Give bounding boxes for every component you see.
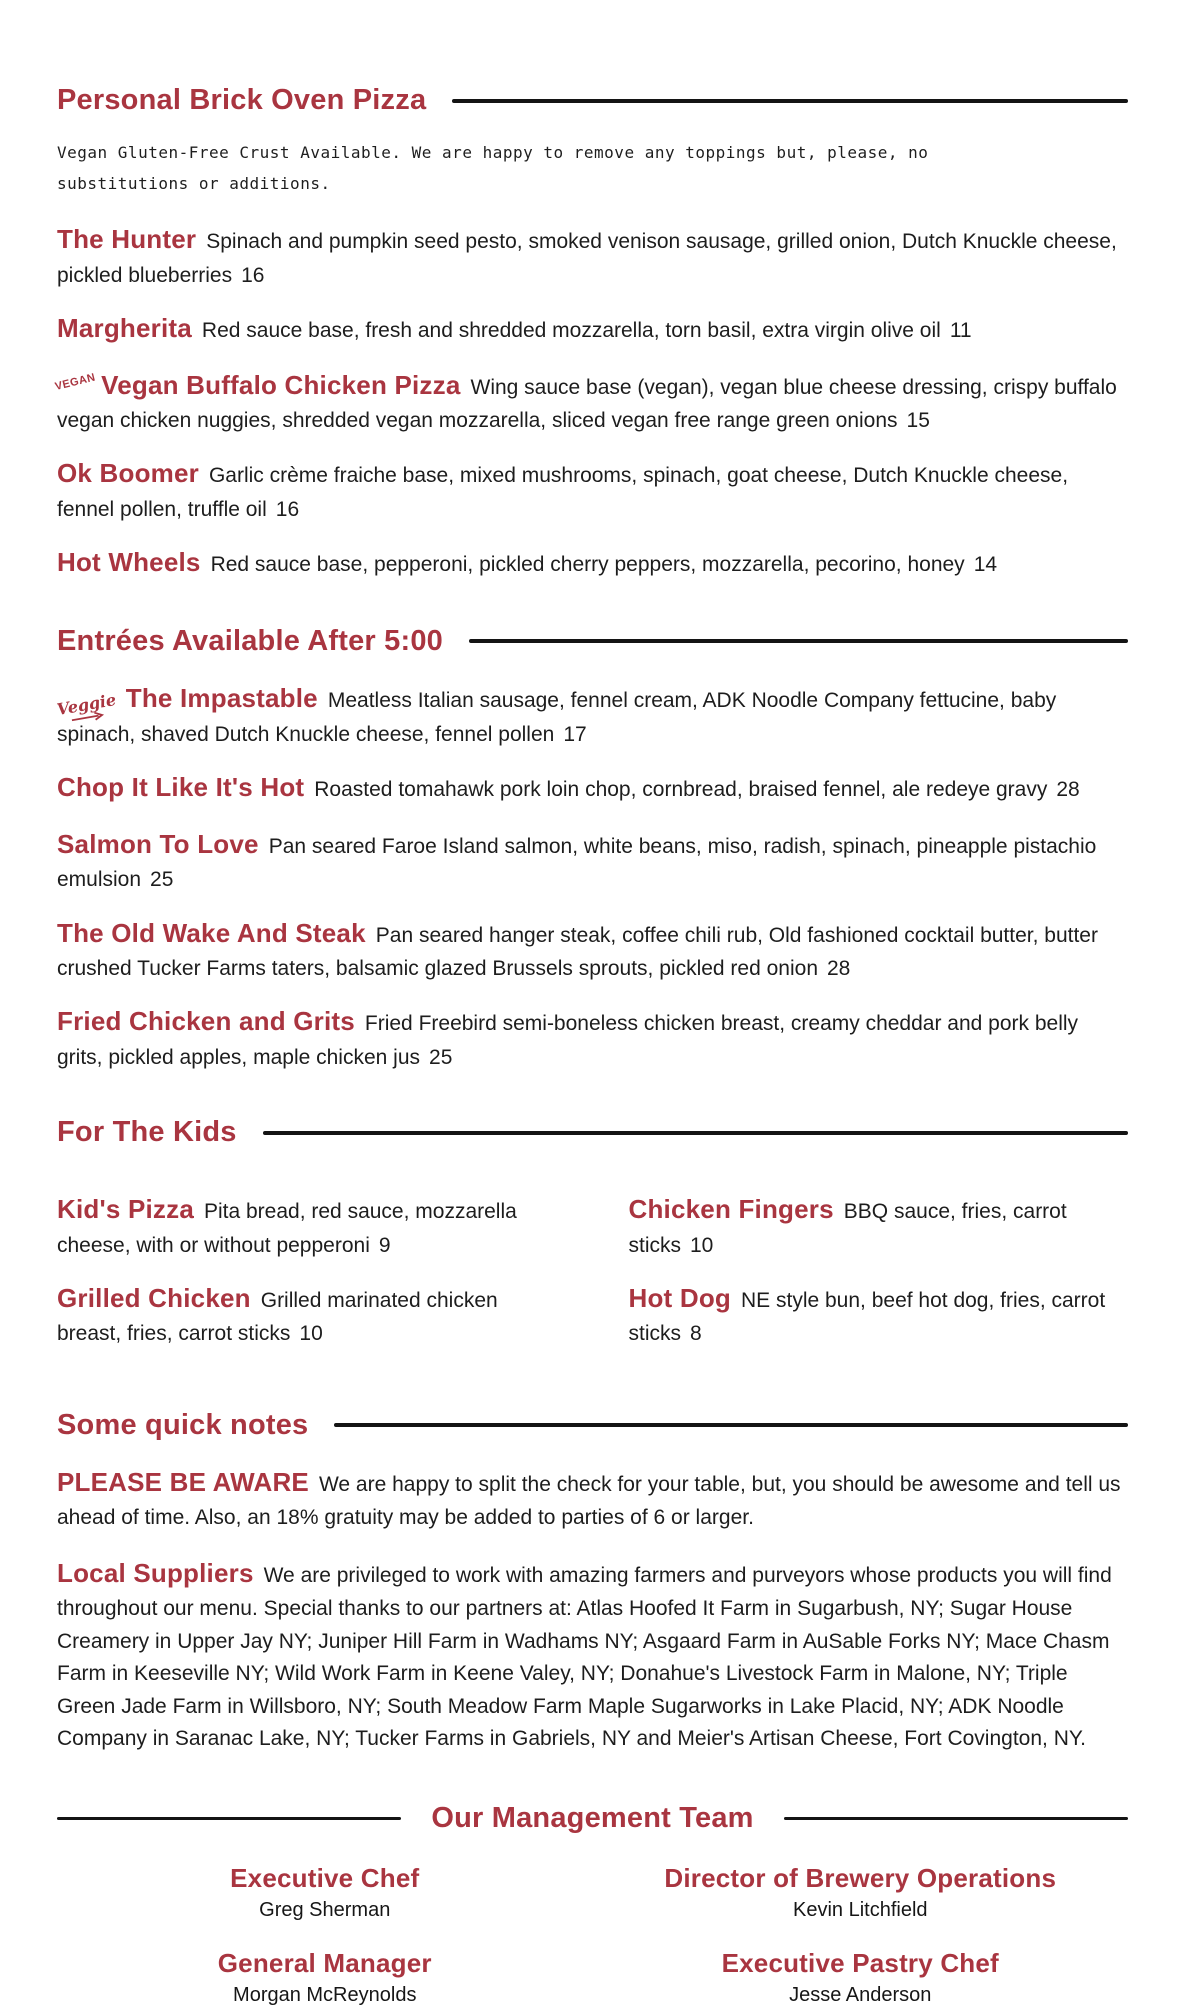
header-right-line [784,1817,1128,1820]
item-price: 28 [827,956,851,980]
role-title: Executive Chef [230,1862,420,1893]
role-name: Jesse Anderson [789,1983,932,2006]
item-name: Margherita [57,313,192,344]
section-header [57,84,1128,117]
menu-item [57,453,1128,526]
item-price: 25 [150,868,174,892]
role-title: Director of Brewery Operations [664,1862,1057,1893]
kids-column-left [57,1189,557,1367]
veggie-badge [55,689,119,726]
role-title: Executive Pastry Chef [721,1947,999,1978]
section-header [57,625,1128,658]
section-divider-line [334,1423,1128,1427]
section-personal-brick-oven-pizza [53,84,1128,583]
item-name: Hot Wheels [57,547,201,578]
item-name: Chicken Fingers [628,1194,834,1225]
pizza-crust-note: Vegan Gluten-Free Crust Available. We are happy to remove any toppings but, please, no substitutions or additions. [57,143,929,194]
section-divider-line [452,99,1128,103]
section-divider-line [469,639,1128,643]
item-description: Red sauce base, pepperoni, pickled cherry peppers, mozzarella, pecorino, honey [210,553,965,577]
item-name: The Impastable [125,682,318,713]
section-title: Entrées Available After 5:00 [57,624,443,657]
item-description: Grilled marinated chicken breast, fries, carrot sticks [57,1289,498,1346]
item-price: 28 [1056,778,1080,802]
item-price: 16 [275,497,300,521]
menu-item [57,308,1128,348]
menu-item [57,1278,557,1351]
management-role [57,1863,593,1922]
header-left-line [57,1817,401,1820]
item-name: Kid's Pizza [57,1194,194,1225]
item-name: Vegan Buffalo Chicken Pizza [101,369,461,400]
menu-item [629,1189,1129,1262]
menu-item [53,365,1128,438]
item-description: Red sauce base, fresh and shredded mozzarella, torn basil, extra virgin olive oil [201,319,941,343]
item-price: 9 [378,1233,391,1257]
menu-item [57,1001,1128,1074]
kids-columns [57,1169,1128,1367]
item-price: 16 [241,263,265,287]
section-management-team [57,1802,1128,2007]
section-quick-notes [57,1409,1128,1756]
management-title: Our Management Team [431,1801,754,1834]
item-description: Roasted tomahawk pork loin chop, cornbread, braised fennel, ale redeye gravy [314,778,1048,802]
item-description: Spinach and pumpkin seed pesto, smoked venison sausage, grilled onion, Dutch Knuckle cheese, pickled blueberries [57,230,1117,287]
item-name: Fried Chicken and Grits [57,1006,355,1037]
item-price: 15 [906,408,930,432]
menu-item [57,542,1128,582]
management-role [57,1948,593,2007]
item-description: NE style bun, beef hot dog, fries, carrot sticks [628,1289,1106,1346]
item-description: Fried Freebird semi-boneless chicken breast, creamy cheddar and pork belly grits, pickled apples, maple chicken jus [57,1012,1079,1069]
item-price: 10 [299,1322,323,1346]
item-name: Salmon To Love [57,828,259,859]
section-for-the-kids [57,1116,1128,1367]
item-description: BBQ sauce, fries, carrot sticks [628,1200,1067,1257]
menu-item [57,767,1128,807]
menu-item [57,824,1128,897]
entree-items [57,678,1128,1075]
item-name: Chop It Like It's Hot [57,772,305,803]
item-name: The Old Wake And Steak [57,917,366,948]
section-divider-line [263,1131,1128,1135]
menu-item [57,913,1128,986]
role-name: Morgan McReynolds [233,1983,417,2006]
item-price: 8 [690,1322,702,1346]
pizza-items [53,219,1128,582]
management-header [57,1802,1128,1835]
menu-item [57,1462,1128,1535]
section-entrees [57,625,1128,1075]
item-name: The Hunter [57,224,197,255]
menu-item [57,1553,1128,1756]
section-title: Some quick notes [57,1408,309,1441]
note-items [57,1462,1128,1756]
management-roles [57,1863,1128,2007]
item-price: 17 [563,722,587,746]
item-description: Wing sauce base (vegan), vegan blue cheese dressing, crispy buffalo vegan chicken nuggies, shredded vegan mozzarella, sliced vegan free range green onions [57,375,1117,432]
item-price: 10 [690,1233,714,1257]
section-header [57,1409,1128,1442]
kids-column-right [629,1189,1129,1367]
menu-item [57,219,1128,292]
management-role [593,1948,1129,2007]
menu-item [629,1278,1129,1351]
item-name: Hot Dog [628,1283,731,1314]
item-description: Pan seared hanger steak, coffee chili rub, Old fashioned cocktail butter, butter crushed Tucker Farms taters, balsamic glazed Brussels sprouts, pickled red onion [57,923,1098,980]
item-description: We are happy to split the check for your table, but, you should be awesome and tell us ahead of time. Also, an 18% gratuity may be added to parties of 6 or larger. [57,1472,1121,1530]
item-price: 14 [973,553,998,577]
role-name: Kevin Litchfield [792,1898,928,1921]
item-description: We are privileged to work with amazing farmers and purveyors whose products you will find throughout our menu. Special thanks to our partners at: Atlas Hoofed It Farm in Sugarbush, NY; Sugar House Creamery in Upper Jay NY; Juniper Hill Farm in Wadhams NY; Asgaard Farm in AuSable Forks NY; Mace Chasm Farm in Keeseville NY; Wild Work Farm in Keene Valey, NY; Donahue's Livestock Farm in Malone, NY; Triple Green Jade Farm in Willsboro, NY; South Meadow Farm Maple Sugarworks in Lake Placid, NY; ADK Noodle Company in Saranac Lake, NY; Tucker Farms in Gabriels, NY and Meier's Artisan Cheese, Fort Covington, NY. [57,1563,1112,1751]
item-description: Garlic crème fraiche base, mixed mushrooms, spinach, goat cheese, Dutch Knuckle cheese, fennel pollen, truffle oil [57,464,1069,521]
veggie-badge-label: Veggie [55,689,118,719]
menu-item [57,1189,557,1262]
item-name: Ok Boomer [57,458,199,489]
item-name: Grilled Chicken [57,1283,251,1314]
vegan-badge: VEGAN [53,371,97,393]
section-title: For The Kids [57,1116,237,1149]
item-name: Local Suppliers [57,1557,254,1588]
item-description: Pita bread, red sauce, mozzarella cheese, with or without pepperoni [57,1200,517,1257]
menu-item [57,678,1128,752]
role-name: Greg Sherman [259,1898,391,1921]
item-name: PLEASE BE AWARE [57,1466,309,1497]
item-price: 11 [949,319,972,343]
item-description: Meatless Italian sausage, fennel cream, ADK Noodle Company fettucine, baby spinach, shaved Dutch Knuckle cheese, fennel pollen [57,688,1057,746]
section-header [57,1116,1128,1149]
item-description: Pan seared Faroe Island salmon, white beans, miso, radish, spinach, pineapple pistachio emulsion [57,834,1097,892]
item-price: 25 [429,1045,453,1069]
management-role [593,1863,1129,1922]
section-title: Personal Brick Oven Pizza [57,84,427,116]
role-title: General Manager [217,1947,432,1978]
